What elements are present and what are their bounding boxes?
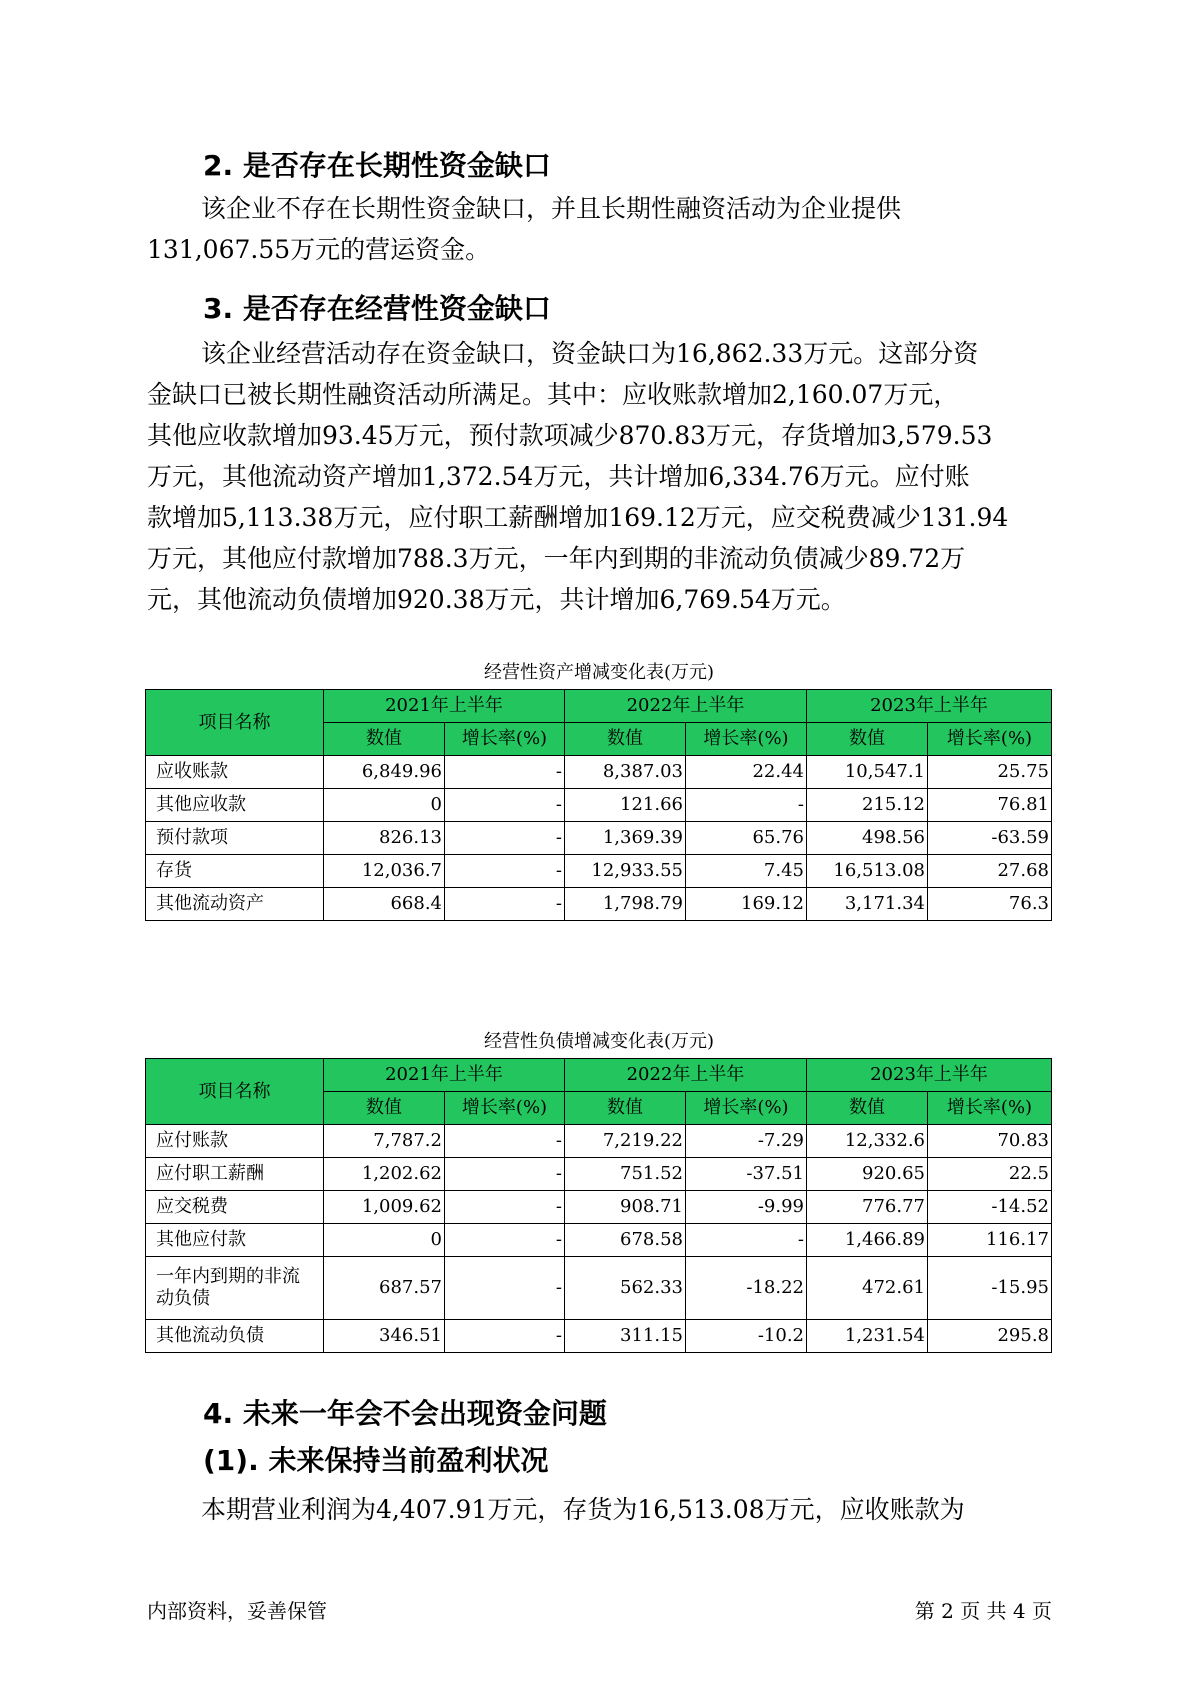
table-cell: 215.12: [807, 789, 928, 822]
value-header: 数值: [324, 1092, 445, 1125]
table-cell: 562.33: [565, 1257, 686, 1320]
value-header: 数值: [324, 723, 445, 756]
period-header: 2021年上半年: [324, 1059, 565, 1092]
section-3-paragraph: [147, 333, 1059, 620]
table-cell: -15.95: [928, 1257, 1052, 1320]
table-row: [146, 822, 1052, 855]
row-label: 其他应收款: [146, 789, 324, 822]
row-label: 其他流动资产: [146, 888, 324, 921]
table-cell: 8,387.03: [565, 756, 686, 789]
table-cell: 498.56: [807, 822, 928, 855]
table-cell: 25.75: [928, 756, 1052, 789]
table-cell: -: [445, 1224, 565, 1257]
table-cell: 776.77: [807, 1191, 928, 1224]
section-2-paragraph: [147, 188, 1059, 270]
period-header: 2021年上半年: [324, 690, 565, 723]
table-cell: 1,009.62: [324, 1191, 445, 1224]
section-4-paragraph: [147, 1489, 1059, 1530]
table-cell: -: [445, 822, 565, 855]
growth-header: 增长率(%): [445, 723, 565, 756]
table-row: [146, 1191, 1052, 1224]
paragraph-line: 该企业经营活动存在资金缺口，资金缺口为16,862.33万元。这部分资: [201, 339, 979, 368]
footer-page-number: 第 2 页 共 4 页: [914, 1599, 1052, 1623]
item-name-header: 项目名称: [146, 690, 324, 756]
table-cell: -37.51: [686, 1158, 807, 1191]
table-cell: 668.4: [324, 888, 445, 921]
growth-header: 增长率(%): [686, 1092, 807, 1125]
row-label: 预付款项: [146, 822, 324, 855]
table-cell: -9.99: [686, 1191, 807, 1224]
paragraph-line: 本期营业利润为4,407.91万元，存货为16,513.08万元，应收账款为: [201, 1495, 965, 1524]
table-cell: -: [445, 1125, 565, 1158]
table-row: [146, 1320, 1052, 1353]
table-cell: 295.8: [928, 1320, 1052, 1353]
paragraph-line: 131,067.55万元的营运资金。: [147, 235, 491, 264]
table-row: [146, 756, 1052, 789]
table-row: [146, 855, 1052, 888]
table-cell: 687.57: [324, 1257, 445, 1320]
period-header: 2023年上半年: [807, 1059, 1052, 1092]
table-cell: 70.83: [928, 1125, 1052, 1158]
row-label: 应付账款: [146, 1125, 324, 1158]
section-2-heading: 2. 是否存在长期性资金缺口: [203, 149, 551, 182]
table-cell: 0: [324, 1224, 445, 1257]
row-label: 应交税费: [146, 1191, 324, 1224]
section-4-heading: 4. 未来一年会不会出现资金问题: [203, 1397, 607, 1430]
table-cell: -: [445, 1191, 565, 1224]
value-header: 数值: [565, 723, 686, 756]
table-cell: 6,849.96: [324, 756, 445, 789]
table-cell: 1,798.79: [565, 888, 686, 921]
item-name-header: 项目名称: [146, 1059, 324, 1125]
growth-header: 增长率(%): [928, 723, 1052, 756]
table-cell: 1,369.39: [565, 822, 686, 855]
table-cell: -: [445, 756, 565, 789]
table-cell: 116.17: [928, 1224, 1052, 1257]
table-cell: 1,202.62: [324, 1158, 445, 1191]
table-row: [146, 789, 1052, 822]
value-header: 数值: [565, 1092, 686, 1125]
table-cell: -: [445, 1257, 565, 1320]
asset-table: [145, 689, 1052, 921]
table-cell: 7.45: [686, 855, 807, 888]
table-cell: -: [686, 1224, 807, 1257]
table-cell: -63.59: [928, 822, 1052, 855]
table-cell: 121.66: [565, 789, 686, 822]
table-cell: 12,332.6: [807, 1125, 928, 1158]
table-cell: 12,933.55: [565, 855, 686, 888]
value-header: 数值: [807, 1092, 928, 1125]
table-cell: 311.15: [565, 1320, 686, 1353]
table-cell: -: [445, 1158, 565, 1191]
table-cell: -7.29: [686, 1125, 807, 1158]
table-row: [146, 1257, 1052, 1320]
table-cell: -: [445, 855, 565, 888]
table-cell: 22.44: [686, 756, 807, 789]
table-cell: 1,231.54: [807, 1320, 928, 1353]
paragraph-line: 元，其他流动负债增加920.38万元，共计增加6,769.54万元。: [147, 585, 846, 614]
table-cell: 7,787.2: [324, 1125, 445, 1158]
growth-header: 增长率(%): [445, 1092, 565, 1125]
paragraph-line: 万元，其他应付款增加788.3万元，一年内到期的非流动负债减少89.72万: [147, 544, 966, 573]
row-label-line: 动负债: [156, 1288, 210, 1309]
row-label: [146, 1257, 324, 1320]
table-cell: 27.68: [928, 855, 1052, 888]
table-cell: 169.12: [686, 888, 807, 921]
section-4-subheading: (1). 未来保持当前盈利状况: [203, 1444, 549, 1477]
table-cell: 826.13: [324, 822, 445, 855]
paragraph-line: 该企业不存在长期性资金缺口，并且长期性融资活动为企业提供: [201, 194, 902, 223]
table-cell: 3,171.34: [807, 888, 928, 921]
table-row: [146, 888, 1052, 921]
row-label: 应收账款: [146, 756, 324, 789]
asset-table-caption: 经营性资产增减变化表(万元): [483, 662, 715, 683]
table-cell: 751.52: [565, 1158, 686, 1191]
section-3-heading: 3. 是否存在经营性资金缺口: [203, 292, 551, 325]
table-cell: 76.3: [928, 888, 1052, 921]
table-cell: -: [445, 789, 565, 822]
table-cell: 76.81: [928, 789, 1052, 822]
table-cell: -10.2: [686, 1320, 807, 1353]
table-row: [146, 1125, 1052, 1158]
table-row: [146, 1158, 1052, 1191]
row-label: 存货: [146, 855, 324, 888]
row-label-line: 一年内到期的非流: [156, 1266, 300, 1287]
row-label: 其他流动负债: [146, 1320, 324, 1353]
table-cell: 22.5: [928, 1158, 1052, 1191]
table-cell: -18.22: [686, 1257, 807, 1320]
table-cell: 7,219.22: [565, 1125, 686, 1158]
table-row: [146, 1224, 1052, 1257]
period-header: 2022年上半年: [565, 1059, 807, 1092]
footer-confidential-note: 内部资料，妥善保管: [147, 1599, 327, 1623]
paragraph-line: 万元，其他流动资产增加1,372.54万元，共计增加6,334.76万元。应付账: [147, 462, 970, 491]
table-cell: 12,036.7: [324, 855, 445, 888]
table-cell: 346.51: [324, 1320, 445, 1353]
growth-header: 增长率(%): [928, 1092, 1052, 1125]
table-cell: 0: [324, 789, 445, 822]
liability-table: [145, 1058, 1052, 1353]
paragraph-line: 其他应收款增加93.45万元，预付款项减少870.83万元，存货增加3,579.53: [147, 421, 993, 450]
table-cell: 65.76: [686, 822, 807, 855]
table-cell: 678.58: [565, 1224, 686, 1257]
table-cell: -14.52: [928, 1191, 1052, 1224]
table-cell: 10,547.1: [807, 756, 928, 789]
period-header: 2022年上半年: [565, 690, 807, 723]
table-cell: -: [686, 789, 807, 822]
table-cell: 1,466.89: [807, 1224, 928, 1257]
row-label: 应付职工薪酬: [146, 1158, 324, 1191]
table-cell: 16,513.08: [807, 855, 928, 888]
table-cell: 908.71: [565, 1191, 686, 1224]
table-cell: 920.65: [807, 1158, 928, 1191]
growth-header: 增长率(%): [686, 723, 807, 756]
liability-table-caption: 经营性负债增减变化表(万元): [483, 1031, 715, 1052]
table-cell: -: [445, 1320, 565, 1353]
paragraph-line: 款增加5,113.38万元，应付职工薪酬增加169.12万元，应交税费减少131.94: [147, 503, 1009, 532]
value-header: 数值: [807, 723, 928, 756]
period-header: 2023年上半年: [807, 690, 1052, 723]
table-cell: 472.61: [807, 1257, 928, 1320]
paragraph-line: 金缺口已被长期性融资活动所满足。其中：应收账款增加2,160.07万元，: [147, 380, 959, 409]
table-cell: -: [445, 888, 565, 921]
row-label: 其他应付款: [146, 1224, 324, 1257]
